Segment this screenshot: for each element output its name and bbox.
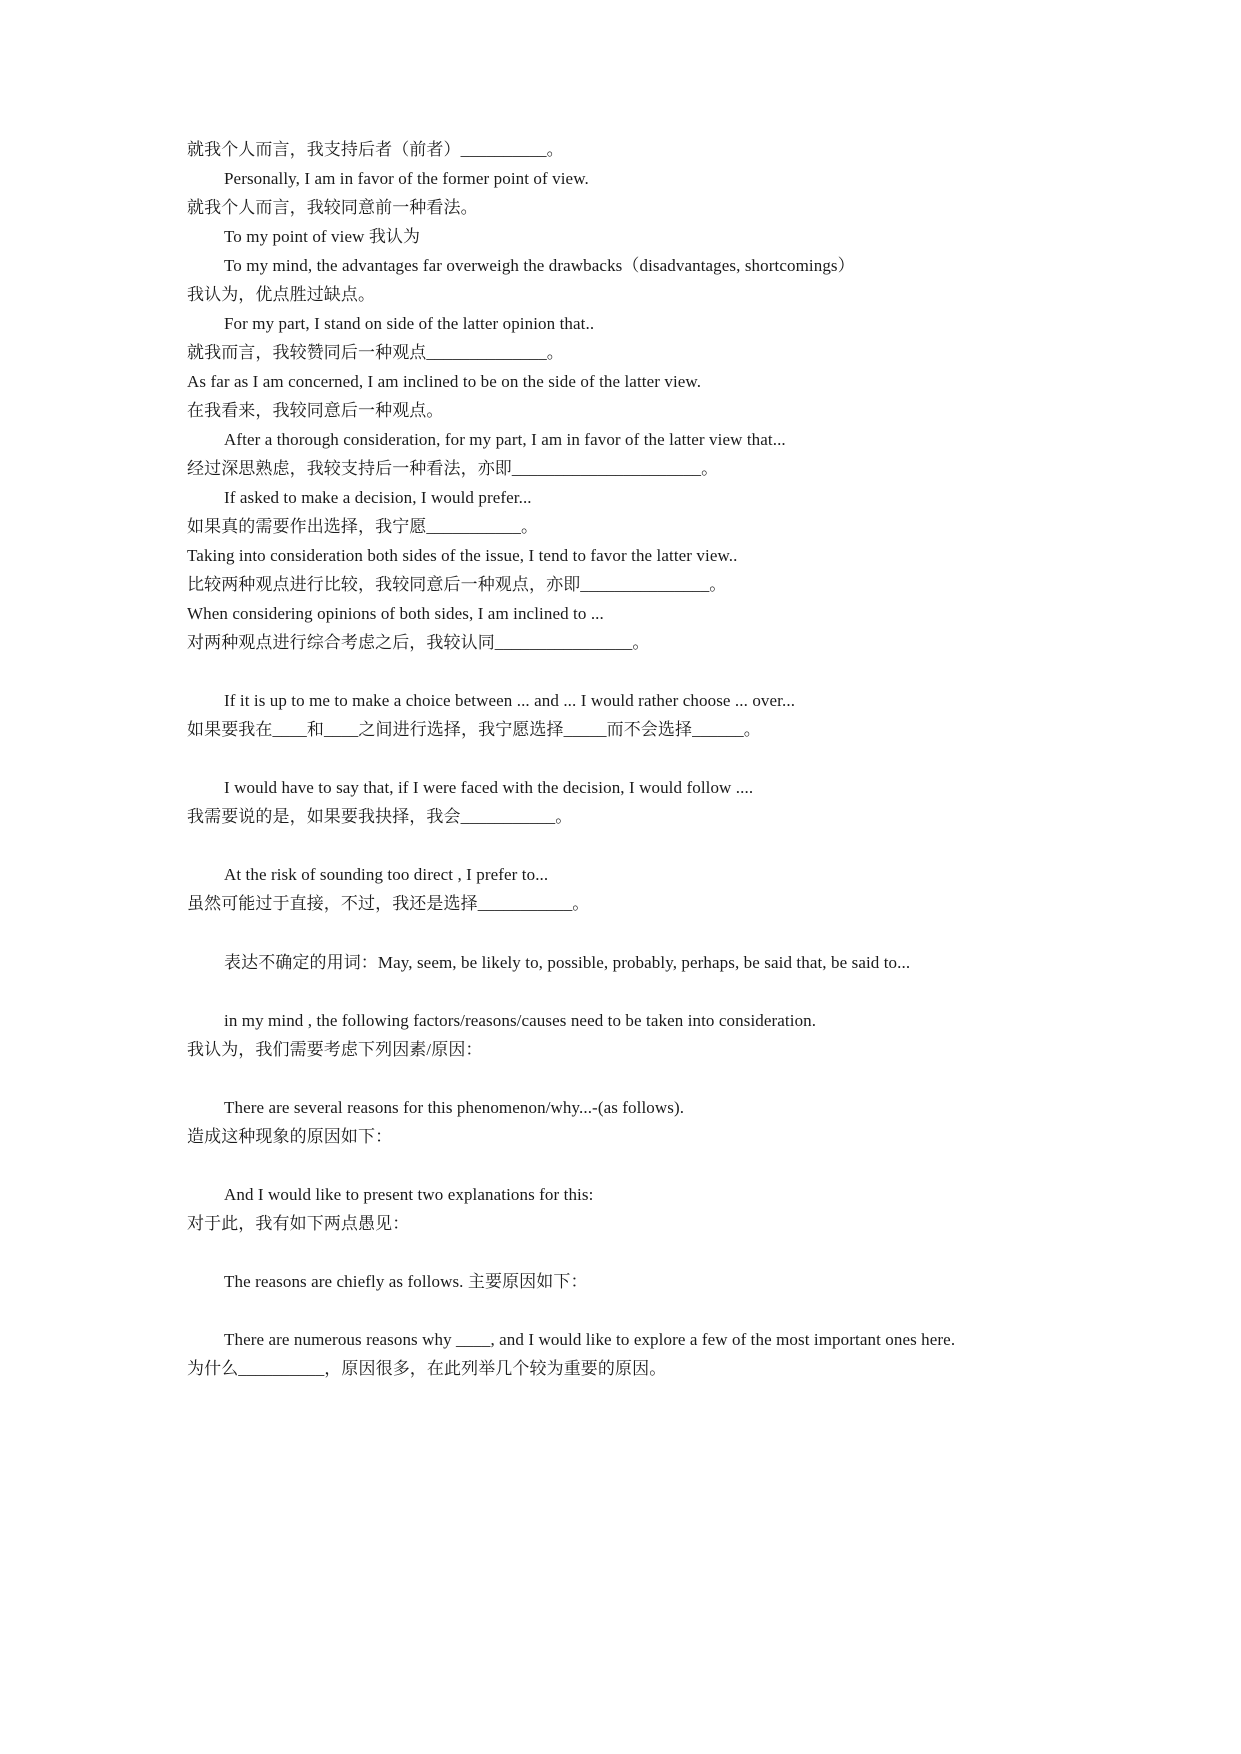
text-line: At the risk of sounding too direct , I prefer to... xyxy=(224,865,549,884)
text-line: 就我而言，我较赞同后一种观点______________。 xyxy=(187,343,564,362)
text-line: For my part, I stand on side of the latter opinion that.. xyxy=(224,314,595,333)
text-line: 比较两种观点进行比较，我较同意后一种观点，亦即_______________。 xyxy=(187,575,727,594)
text-line: 虽然可能过于直接，不过，我还是选择___________。 xyxy=(187,894,590,913)
text-line: 我认为，优点胜过缺点。 xyxy=(187,285,376,304)
text-line: 就我个人而言，我支持后者（前者）__________。 xyxy=(187,140,564,159)
text-line: 就我个人而言，我较同意前一种看法。 xyxy=(187,198,478,217)
text-line: 经过深思熟虑，我较支持后一种看法，亦即______________________。 xyxy=(187,459,719,478)
text-line: 我认为，我们需要考虑下列因素/原因： xyxy=(187,1040,483,1059)
text-line: Personally, I am in favor of the former point of view. xyxy=(224,169,589,188)
text-line: When considering opinions of both sides, I am inclined to ... xyxy=(187,604,604,623)
text-line: 表达不确定的用词：May, seem, be likely to, possible, probably, perhaps, be said that, be said to... xyxy=(224,953,911,972)
text-line: To my point of view 我认为 xyxy=(224,227,421,246)
text-line: 造成这种现象的原因如下： xyxy=(187,1127,393,1146)
text-line: 在我看来，我较同意后一种观点。 xyxy=(187,401,444,420)
text-line: I would have to say that, if I were faced with the decision, I would follow .... xyxy=(224,778,754,797)
text-line: 对于此，我有如下两点愚见： xyxy=(187,1214,410,1233)
text-line: There are numerous reasons why ____, and I would like to explore a few of the most important ones here. xyxy=(224,1330,956,1349)
text-line: 如果要我在____和____之间进行选择，我宁愿选择_____而不会选择______。 xyxy=(187,720,761,739)
text-line: in my mind , the following factors/reasons/causes need to be taken into consideration. xyxy=(224,1011,817,1030)
text-line: 我需要说的是，如果要我抉择，我会___________。 xyxy=(187,807,573,826)
text-line: There are several reasons for this phenomenon/why...-(as follows). xyxy=(224,1098,685,1117)
text-line: 对两种观点进行综合考虑之后，我较认同________________。 xyxy=(187,633,650,652)
text-line: If asked to make a decision, I would prefer... xyxy=(224,488,532,507)
text-line: Taking into consideration both sides of the issue, I tend to favor the latter view.. xyxy=(187,546,738,565)
text-line: If it is up to me to make a choice between ... and ... I would rather choose ... over... xyxy=(224,691,796,710)
text-line: As far as I am concerned, I am inclined to be on the side of the latter view. xyxy=(187,372,702,391)
text-line: The reasons are chiefly as follows. 主要原因如下： xyxy=(224,1272,588,1291)
text-line: After a thorough consideration, for my part, I am in favor of the latter view that... xyxy=(224,430,786,449)
text-line: And I would like to present two explanations for this: xyxy=(224,1185,594,1204)
text-line: 为什么__________，原因很多，在此列举几个较为重要的原因。 xyxy=(187,1359,667,1378)
text-line: 如果真的需要作出选择，我宁愿___________。 xyxy=(187,517,539,536)
text-line: To my mind, the advantages far overweigh the drawbacks（disadvantages, shortcomings） xyxy=(224,256,855,275)
